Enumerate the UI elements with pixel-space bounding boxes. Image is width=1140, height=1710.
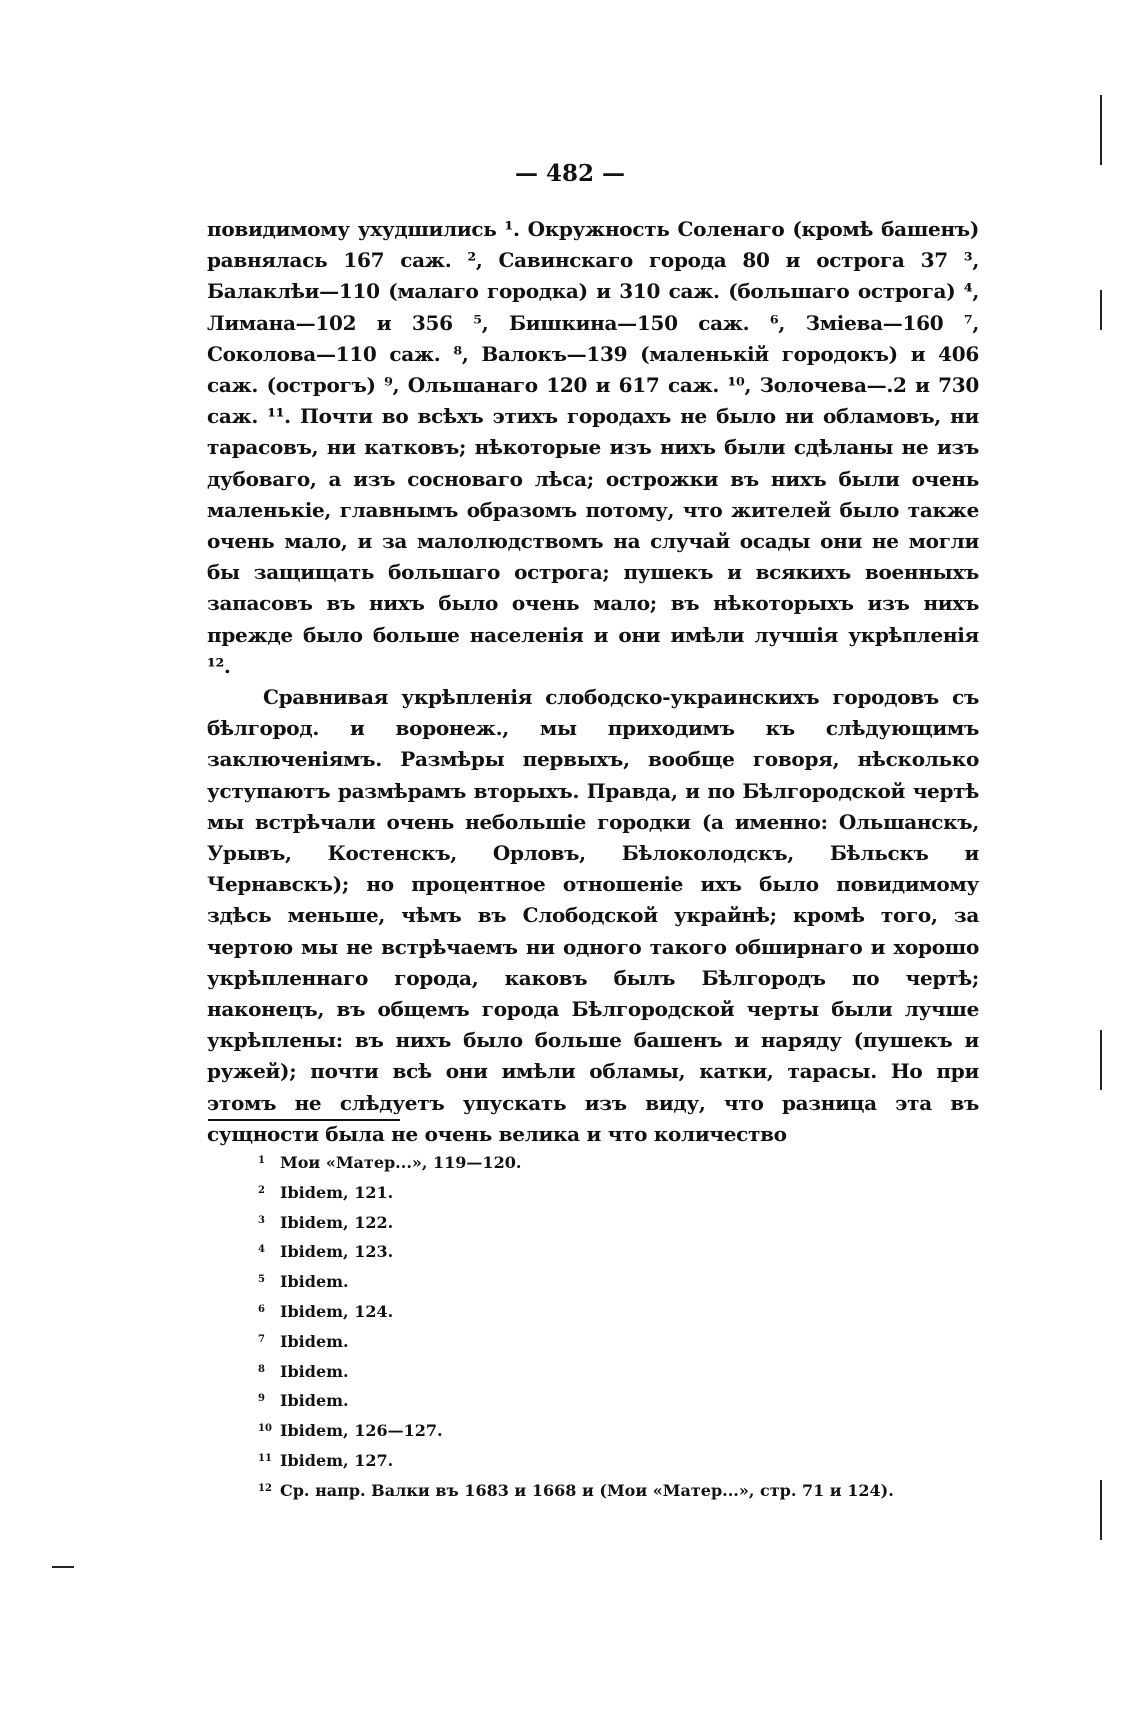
- footnote-item: [258, 1150, 978, 1180]
- footnote-item: [258, 1478, 978, 1508]
- footnote-text: Ср. напр. Валки въ 1683 и 1668 и (Мои «Матер...», стр. 71 и 124).: [280, 1480, 894, 1500]
- footnote-item: [258, 1269, 978, 1299]
- footnote-item: [258, 1388, 978, 1418]
- footnote-text: Ibidem.: [280, 1272, 349, 1292]
- footnote-text: Мои «Матер...», 119—120.: [280, 1153, 522, 1172]
- footnote-number: 5: [258, 1274, 265, 1286]
- scan-mark-bottom-left: [52, 1566, 74, 1568]
- footnote-number: 9: [258, 1393, 265, 1405]
- paragraph-1: повидимому ухудшились ¹. Окружность Соленаго (кромѣ башенъ) равнялась 167 саж. ², Савинскаго города 80 и острога 37 ³, Балаклѣи—110 (малаго городка) и 310 саж. (большаго острога) ⁴, Лимана—102 и 356 ⁵, Бишкина—150 саж. ⁶, Зміева—160 ⁷, Соколова—110 саж. ⁸, Валокъ—139 (маленькій городокъ) и 406 саж. (острогъ) ⁹, Ольшанаго 120 и 617 саж. ¹⁰, Золочева—.2 и 730 саж. ¹¹. Почти во всѣхъ этихъ городахъ не было ни обламовъ, ни тарасовъ, ни катковъ; нѣкоторые изъ нихъ были сдѣланы не изъ дубоваго, а изъ сосноваго лѣса; острожки въ нихъ были очень маленькіе, главнымъ образомъ потому, что жителей было также очень мало, и за малолюдствомъ на случай осады они не могли бы защищать большаго острога; пушекъ и всякихъ военныхъ запасовъ въ нихъ было очень мало; въ нѣкоторыхъ изъ нихъ прежде было больше населенія и они имѣли лучшія укрѣпленія ¹².: [207, 217, 979, 678]
- footnote-number: 10: [258, 1423, 272, 1435]
- footnote-item: [258, 1210, 978, 1240]
- footnote-item: [258, 1180, 978, 1210]
- footnote-number: 12: [258, 1482, 272, 1494]
- footnote-number: 7: [258, 1333, 265, 1345]
- footnote-item: [258, 1418, 978, 1448]
- scan-edge-line-middle: [1100, 290, 1102, 330]
- footnote-text: Ibidem.: [280, 1361, 349, 1381]
- footnote-text: Ibidem, 123.: [280, 1242, 394, 1262]
- footnote-number: 4: [258, 1244, 265, 1256]
- scan-edge-line-lower: [1100, 1030, 1102, 1090]
- footnote-text: Ibidem, 122.: [280, 1212, 394, 1232]
- footnote-number: 2: [258, 1184, 265, 1196]
- footnote-item: [258, 1329, 978, 1359]
- page-number: — 482 —: [514, 160, 626, 187]
- footnote-number: 3: [258, 1214, 265, 1226]
- scan-edge-line-top: [1100, 95, 1102, 165]
- footnote-number: 1: [258, 1155, 265, 1166]
- footnote-item: [258, 1299, 978, 1329]
- footnote-number: 6: [258, 1303, 265, 1315]
- footnote-number: 11: [258, 1452, 272, 1464]
- scan-edge-line-bottom: [1100, 1480, 1102, 1540]
- footnote-item: [258, 1448, 978, 1478]
- footnote-number: 8: [258, 1363, 265, 1375]
- footnote-item: [258, 1239, 978, 1269]
- footnote-text: Ibidem.: [280, 1391, 349, 1411]
- footnote-text: Ibidem, 124.: [280, 1301, 394, 1321]
- footnotes-list: [258, 1150, 978, 1508]
- footnote-text: Ibidem, 127.: [280, 1450, 394, 1470]
- main-text: [207, 214, 979, 1150]
- paragraph-2: Сравнивая укрѣпленія слободско-украинскихъ городовъ съ бѣлгород. и воронеж., мы приходимъ къ слѣдующимъ заключеніямъ. Размѣры первыхъ, вообще говоря, нѣсколько уступаютъ размѣрамъ вторыхъ. Правда, и по Бѣлгородской чертѣ мы встрѣчали очень небольшіе городки (а именно: Ольшанскъ, Урывъ, Костенскъ, Орловъ, Бѣлоколодскъ, Бѣльскъ и Чернавскъ); но процентное отношеніе ихъ было повидимому здѣсь меньше, чѣмъ въ Слободской украйнѣ; кромѣ того, за чертою мы не встрѣчаемъ ни одного такого обширнаго и хорошо укрѣпленнаго города, каковъ былъ Бѣлгородъ по чертѣ; наконецъ, въ общемъ города Бѣлгородской черты были лучше укрѣплены: въ нихъ было больше башенъ и наряду (пушекъ и ружей); почти всѣ они имѣли обламы, катки, тарасы. Но при этомъ не слѣдуетъ упускать изъ виду, что разница эта въ сущности была не очень велика и что количество: [207, 685, 979, 1146]
- footnote-divider: [208, 1119, 400, 1121]
- footnote-text: Ibidem, 121.: [280, 1182, 394, 1202]
- footnote-item: [258, 1359, 978, 1389]
- footnote-text: Ibidem, 126—127.: [280, 1421, 443, 1441]
- footnote-text: Ibidem.: [280, 1331, 349, 1351]
